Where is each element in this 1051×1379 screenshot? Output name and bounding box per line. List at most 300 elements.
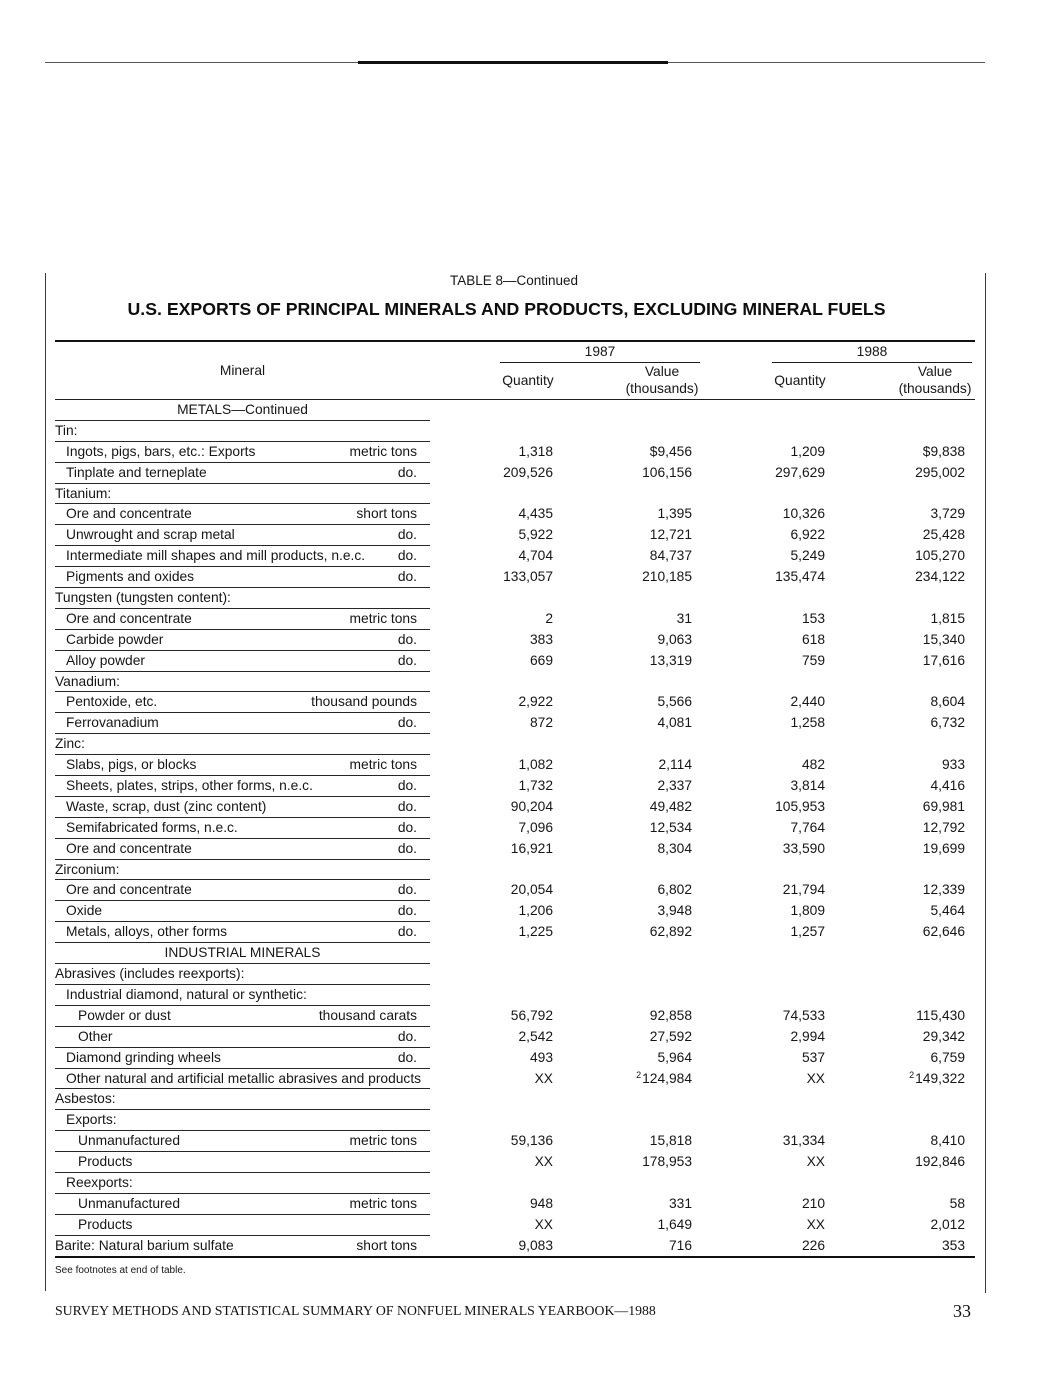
cell-value: 331 bbox=[668, 1195, 692, 1211]
cell-value: 5,249 bbox=[790, 548, 825, 564]
column-heading-mineral: Mineral bbox=[219, 363, 266, 378]
cell-value: 31,334 bbox=[782, 1133, 825, 1149]
value-heading-1988 bbox=[875, 364, 995, 397]
table-row bbox=[55, 525, 975, 546]
table-bottom-rule bbox=[55, 1256, 975, 1258]
value-1987-cell bbox=[657, 880, 692, 901]
quantity-1988-cell bbox=[807, 1215, 825, 1236]
row-stub bbox=[55, 1110, 430, 1131]
quantity-1988-cell bbox=[802, 1194, 825, 1215]
cell-value: 2,994 bbox=[790, 1028, 825, 1044]
row-stub bbox=[55, 630, 430, 651]
value-1988-cell bbox=[930, 776, 965, 797]
row-label: Pigments and oxides bbox=[66, 569, 195, 585]
group-row bbox=[55, 985, 975, 1006]
cell-value: 4,435 bbox=[518, 506, 553, 522]
cell-value: 153 bbox=[801, 610, 825, 626]
cell-value: 6,802 bbox=[657, 882, 692, 898]
cell-value: 1,815 bbox=[930, 610, 965, 626]
cell-value: 226 bbox=[801, 1237, 825, 1253]
row-label: Ore and concentrate bbox=[66, 506, 192, 522]
cell-value: 90,204 bbox=[510, 798, 553, 814]
value-1987-cell bbox=[677, 609, 692, 630]
cell-value: 716 bbox=[668, 1237, 692, 1253]
table-row bbox=[55, 818, 975, 839]
unit-label: metric tons bbox=[349, 610, 417, 626]
table-body bbox=[55, 400, 975, 1257]
cell-value: 69,981 bbox=[922, 798, 965, 814]
row-label: Diamond grinding wheels bbox=[66, 1049, 221, 1065]
table-row bbox=[55, 1194, 975, 1215]
cell-value: 25,428 bbox=[922, 527, 965, 543]
quantity-1987-cell bbox=[518, 922, 553, 943]
quantity-1988-cell bbox=[775, 797, 825, 818]
row-label: Slabs, pigs, or blocks bbox=[66, 757, 197, 773]
cell-value: XX bbox=[806, 1154, 825, 1170]
value-heading-1987 bbox=[602, 364, 722, 397]
quantity-1988-cell bbox=[783, 504, 825, 525]
row-label: Ingots, pigs, bars, etc.: Exports bbox=[66, 443, 256, 459]
section-heading: METALS—Continued bbox=[177, 402, 308, 417]
cell-value: 383 bbox=[529, 631, 553, 647]
group-heading: Titanium: bbox=[55, 485, 112, 501]
quantity-1987-cell bbox=[518, 525, 553, 546]
table-row bbox=[55, 1236, 975, 1257]
value-1987-cell bbox=[657, 504, 692, 525]
cell-value: 948 bbox=[529, 1195, 553, 1211]
group-heading: Vanadium: bbox=[55, 673, 120, 689]
cell-value: 9,083 bbox=[518, 1237, 553, 1253]
table-row bbox=[55, 755, 975, 776]
cell-value: 2,114 bbox=[658, 757, 692, 773]
cell-value: 1,395 bbox=[657, 506, 692, 522]
group-row bbox=[55, 484, 975, 505]
row-stub bbox=[55, 922, 430, 943]
unit-label: do. bbox=[397, 1049, 417, 1065]
value-1988-cell bbox=[930, 713, 965, 734]
value-1987-cell bbox=[642, 1152, 692, 1173]
cell-value: 84,737 bbox=[649, 548, 692, 564]
row-label: Oxide bbox=[66, 903, 103, 919]
section-row bbox=[55, 400, 975, 421]
cell-value: 5,964 bbox=[657, 1049, 692, 1065]
cell-value: XX bbox=[806, 1216, 825, 1232]
unit-label: do. bbox=[397, 924, 417, 940]
section-heading: INDUSTRIAL MINERALS bbox=[164, 945, 321, 961]
row-stub bbox=[55, 1194, 430, 1215]
cell-value: 62,892 bbox=[649, 924, 692, 940]
value-1988-cell bbox=[909, 1069, 965, 1091]
cell-value: $9,838 bbox=[922, 443, 965, 459]
unit-label: do. bbox=[397, 798, 417, 814]
unit-label: thousand pounds bbox=[311, 694, 417, 710]
value-1987-cell bbox=[657, 901, 692, 922]
unit-label: metric tons bbox=[349, 757, 417, 773]
group-row bbox=[55, 1110, 975, 1131]
value-heading-unit: (thousands) bbox=[625, 380, 699, 396]
value-1987-cell bbox=[657, 630, 692, 651]
table-row bbox=[55, 797, 975, 818]
cell-value: 669 bbox=[529, 652, 553, 668]
year-1987-spanner-rule bbox=[500, 362, 700, 363]
cell-value: 2,012 bbox=[930, 1216, 965, 1232]
cell-value: 58 bbox=[949, 1195, 965, 1211]
value-1988-cell bbox=[923, 525, 965, 546]
value-1988-cell bbox=[942, 755, 965, 776]
unit-label: do. bbox=[397, 882, 417, 898]
cell-value: 19,699 bbox=[922, 840, 965, 856]
value-1987-cell bbox=[657, 776, 692, 797]
row-stub bbox=[55, 1173, 430, 1194]
row-stub bbox=[55, 609, 430, 630]
cell-value: 124,984 bbox=[642, 1070, 692, 1086]
cell-value: 192,846 bbox=[915, 1154, 965, 1170]
row-stub bbox=[55, 1215, 430, 1236]
value-1988-cell bbox=[930, 1215, 965, 1236]
row-stub bbox=[55, 1027, 430, 1048]
quantity-1987-cell bbox=[511, 797, 553, 818]
table-row bbox=[55, 630, 975, 651]
cell-value: 15,818 bbox=[649, 1133, 692, 1149]
cell-value: 6,922 bbox=[790, 527, 825, 543]
quantity-1987-cell bbox=[511, 1006, 553, 1027]
table-row bbox=[55, 880, 975, 901]
table-row bbox=[55, 1048, 975, 1069]
row-stub bbox=[55, 1069, 430, 1090]
row-label: Unmanufactured bbox=[78, 1133, 181, 1149]
table-row bbox=[55, 1131, 975, 1152]
quantity-1988-cell bbox=[802, 651, 825, 672]
cell-value: 33,590 bbox=[782, 840, 825, 856]
value-1987-cell bbox=[650, 525, 692, 546]
row-stub bbox=[55, 839, 430, 860]
group-heading: Industrial diamond, natural or synthetic: bbox=[66, 986, 307, 1002]
value-1988-cell bbox=[915, 546, 965, 567]
cell-value: 2,337 bbox=[657, 778, 692, 794]
cell-value: 27,592 bbox=[649, 1028, 692, 1044]
cell-value: 10,326 bbox=[782, 506, 825, 522]
row-label: Carbide powder bbox=[66, 631, 164, 647]
cell-value: 135,474 bbox=[775, 569, 825, 585]
row-stub bbox=[55, 1006, 430, 1027]
row-stub bbox=[55, 943, 430, 964]
quantity-heading-1988: Quantity bbox=[774, 373, 826, 388]
unit-label: do. bbox=[397, 840, 417, 856]
group-row bbox=[55, 672, 975, 693]
cell-value: 6,759 bbox=[930, 1049, 965, 1065]
cell-value: 21,794 bbox=[782, 882, 825, 898]
group-row bbox=[55, 964, 975, 985]
cell-value: 56,792 bbox=[510, 1007, 553, 1023]
row-label: Products bbox=[78, 1154, 133, 1170]
cell-value: 15,340 bbox=[922, 631, 965, 647]
value-1987-cell bbox=[650, 651, 692, 672]
year-heading-1988: 1988 bbox=[856, 344, 888, 359]
unit-label: do. bbox=[397, 631, 417, 647]
quantity-1987-cell bbox=[530, 651, 553, 672]
footnote-reference: See footnotes at end of table. bbox=[55, 1265, 186, 1276]
unit-label: metric tons bbox=[349, 1195, 417, 1211]
quantity-1988-cell bbox=[802, 1048, 825, 1069]
cell-value: 1,206 bbox=[518, 903, 553, 919]
value-1987-cell bbox=[650, 1006, 692, 1027]
value-1987-cell bbox=[650, 797, 692, 818]
value-1988-cell bbox=[923, 442, 965, 463]
cell-value: 7,764 bbox=[790, 819, 825, 835]
table-row bbox=[55, 567, 975, 588]
value-1988-cell bbox=[916, 1006, 965, 1027]
group-heading: Zirconium: bbox=[55, 861, 120, 877]
page-number: 33 bbox=[953, 1301, 971, 1321]
value-1988-cell bbox=[923, 839, 965, 860]
group-heading: Tungsten (tungsten content): bbox=[55, 590, 231, 606]
quantity-1988-cell bbox=[790, 692, 825, 713]
row-stub bbox=[55, 901, 430, 922]
cell-value: 537 bbox=[801, 1049, 825, 1065]
cell-value: XX bbox=[806, 1070, 825, 1086]
cell-value: 1,809 bbox=[790, 903, 825, 919]
cell-value: 74,533 bbox=[782, 1007, 825, 1023]
table-row bbox=[55, 692, 975, 713]
row-label: Sheets, plates, strips, other forms, n.e.c. bbox=[66, 778, 313, 794]
row-stub bbox=[55, 1152, 430, 1173]
row-label: Alloy powder bbox=[66, 652, 145, 668]
running-footer: SURVEY METHODS AND STATISTICAL SUMMARY OF NONFUEL MINERALS YEARBOOK—1988 bbox=[55, 1303, 656, 1318]
quantity-1988-cell bbox=[807, 1069, 825, 1090]
value-1988-cell bbox=[923, 880, 965, 901]
cell-value: 234,122 bbox=[915, 569, 965, 585]
row-label: Powder or dust bbox=[78, 1007, 171, 1023]
value-1987-cell bbox=[657, 839, 692, 860]
value-1988-cell bbox=[942, 1236, 965, 1257]
quantity-1988-cell bbox=[783, 1006, 825, 1027]
cell-value: 1,732 bbox=[518, 778, 553, 794]
cell-value: 5,566 bbox=[657, 694, 692, 710]
cell-value: 210 bbox=[801, 1195, 825, 1211]
row-label: Metals, alloys, other forms bbox=[66, 924, 228, 940]
unit-label: metric tons bbox=[349, 443, 417, 459]
quantity-1988-cell bbox=[802, 630, 825, 651]
value-1988-cell bbox=[930, 504, 965, 525]
row-label: Products bbox=[78, 1216, 133, 1232]
value-1988-cell bbox=[923, 818, 965, 839]
cell-value: 62,646 bbox=[922, 924, 965, 940]
unit-label: do. bbox=[397, 903, 417, 919]
value-1988-cell bbox=[923, 1027, 965, 1048]
value-1987-cell bbox=[642, 567, 692, 588]
table-row bbox=[55, 609, 975, 630]
row-stub bbox=[55, 525, 430, 546]
quantity-1987-cell bbox=[530, 1194, 553, 1215]
group-row bbox=[55, 1173, 975, 1194]
quantity-1987-cell bbox=[518, 776, 553, 797]
quantity-1988-cell bbox=[775, 463, 825, 484]
row-stub bbox=[55, 755, 430, 776]
value-1988-cell bbox=[930, 1048, 965, 1069]
unit-label: do. bbox=[397, 819, 417, 835]
value-1988-cell bbox=[930, 901, 965, 922]
quantity-1987-cell bbox=[518, 901, 553, 922]
unit-label: do. bbox=[397, 548, 417, 564]
unit-label: thousand carats bbox=[318, 1007, 417, 1023]
table-row bbox=[55, 1069, 975, 1090]
quantity-1988-cell bbox=[807, 1152, 825, 1173]
quantity-1988-cell bbox=[790, 546, 825, 567]
table-row bbox=[55, 1006, 975, 1027]
row-stub bbox=[55, 421, 430, 442]
unit-label: metric tons bbox=[349, 1133, 417, 1149]
quantity-heading-1987: Quantity bbox=[502, 373, 554, 388]
quantity-1987-cell bbox=[530, 630, 553, 651]
quantity-1988-cell bbox=[790, 442, 825, 463]
quantity-1988-cell bbox=[790, 776, 825, 797]
row-stub bbox=[55, 797, 430, 818]
quantity-1987-cell bbox=[511, 839, 553, 860]
cell-value: 12,792 bbox=[922, 819, 965, 835]
cell-value: 12,721 bbox=[649, 527, 692, 543]
value-1988-cell bbox=[930, 609, 965, 630]
cell-value: 2,542 bbox=[518, 1028, 553, 1044]
group-row bbox=[55, 421, 975, 442]
unit-label: do. bbox=[397, 1028, 417, 1044]
value-heading-unit: (thousands) bbox=[898, 380, 972, 396]
group-heading: Reexports: bbox=[66, 1174, 133, 1190]
cell-value: 2,922 bbox=[518, 694, 553, 710]
value-1988-cell bbox=[915, 567, 965, 588]
table-row bbox=[55, 442, 975, 463]
row-label: Unmanufactured bbox=[78, 1195, 181, 1211]
table-title: U.S. EXPORTS OF PRINCIPAL MINERALS AND PRODUCTS, EXCLUDING MINERAL FUELS bbox=[127, 299, 886, 319]
quantity-1987-cell bbox=[511, 1131, 553, 1152]
group-heading: Zinc: bbox=[55, 736, 85, 752]
table-row bbox=[55, 713, 975, 734]
cell-value: 759 bbox=[801, 652, 825, 668]
cell-value: 5,922 bbox=[518, 527, 553, 543]
cell-value: 3,948 bbox=[657, 903, 692, 919]
value-1987-cell bbox=[650, 1131, 692, 1152]
footnote-marker: 2 bbox=[636, 1069, 642, 1080]
row-label: Ore and concentrate bbox=[66, 840, 192, 856]
cell-value: 295,002 bbox=[915, 464, 965, 480]
left-border-rule bbox=[45, 273, 46, 1291]
cell-value: 7,096 bbox=[518, 819, 553, 835]
value-1987-cell bbox=[642, 463, 692, 484]
table-row bbox=[55, 1027, 975, 1048]
unit-label: do. bbox=[397, 652, 417, 668]
group-heading: Tin: bbox=[55, 422, 78, 438]
cell-value: 8,304 bbox=[657, 840, 692, 856]
row-label: Other natural and artificial metallic abrasives and products bbox=[66, 1070, 422, 1086]
quantity-1988-cell bbox=[775, 567, 825, 588]
quantity-1988-cell bbox=[790, 1027, 825, 1048]
cell-value: 8,410 bbox=[930, 1133, 965, 1149]
value-1987-cell bbox=[657, 692, 692, 713]
page-top-accent-bar bbox=[358, 61, 668, 64]
cell-value: 297,629 bbox=[775, 464, 825, 480]
unit-label: do. bbox=[397, 569, 417, 585]
group-heading: Asbestos: bbox=[55, 1091, 116, 1107]
quantity-1988-cell bbox=[790, 901, 825, 922]
group-heading: Abrasives (includes reexports): bbox=[55, 966, 245, 982]
quantity-1987-cell bbox=[535, 1152, 553, 1173]
cell-value: 13,319 bbox=[649, 652, 692, 668]
group-row bbox=[55, 860, 975, 881]
quantity-1988-cell bbox=[790, 525, 825, 546]
row-stub bbox=[55, 1131, 430, 1152]
row-stub bbox=[55, 546, 430, 567]
quantity-1988-cell bbox=[783, 1131, 825, 1152]
quantity-1988-cell bbox=[802, 1236, 825, 1257]
year-heading-1987: 1987 bbox=[584, 344, 616, 359]
row-label: Barite: Natural barium sulfate bbox=[55, 1237, 234, 1253]
row-stub bbox=[55, 692, 430, 713]
cell-value: 872 bbox=[529, 715, 553, 731]
cell-value: 209,526 bbox=[503, 464, 553, 480]
row-stub bbox=[55, 1236, 430, 1257]
quantity-1987-cell bbox=[503, 463, 553, 484]
cell-value: 29,342 bbox=[922, 1028, 965, 1044]
value-1987-cell bbox=[657, 713, 692, 734]
cell-value: 178,953 bbox=[642, 1154, 692, 1170]
quantity-1987-cell bbox=[518, 818, 553, 839]
unit-label: do. bbox=[397, 715, 417, 731]
row-label: Ore and concentrate bbox=[66, 882, 192, 898]
unit-label: do. bbox=[397, 464, 417, 480]
row-label: Semifabricated forms, n.e.c. bbox=[66, 819, 238, 835]
row-stub bbox=[55, 400, 430, 421]
cell-value: XX bbox=[534, 1216, 553, 1232]
cell-value: 5,464 bbox=[930, 903, 965, 919]
table-row bbox=[55, 901, 975, 922]
value-heading-label: Value bbox=[644, 364, 680, 379]
row-stub bbox=[55, 588, 430, 609]
quantity-1987-cell bbox=[518, 1236, 553, 1257]
cell-value: 115,430 bbox=[916, 1007, 965, 1023]
cell-value: 4,081 bbox=[657, 715, 692, 731]
cell-value: 31 bbox=[676, 610, 692, 626]
row-stub bbox=[55, 880, 430, 901]
unit-label: short tons bbox=[356, 1237, 417, 1253]
row-label: Tinplate and terneplate bbox=[66, 464, 207, 480]
row-label: Other bbox=[78, 1028, 113, 1044]
value-1987-cell bbox=[650, 818, 692, 839]
row-stub bbox=[55, 1048, 430, 1069]
table-row bbox=[55, 546, 975, 567]
quantity-1988-cell bbox=[802, 609, 825, 630]
cell-value: 16,921 bbox=[510, 840, 553, 856]
cell-value: 2,440 bbox=[790, 694, 825, 710]
cell-value: 493 bbox=[529, 1049, 553, 1065]
cell-value: 1,257 bbox=[790, 924, 825, 940]
cell-value: 2 bbox=[545, 610, 553, 626]
row-label: Ore and concentrate bbox=[66, 610, 192, 626]
row-stub bbox=[55, 504, 430, 525]
cell-value: 4,416 bbox=[930, 778, 965, 794]
table-row bbox=[55, 1215, 975, 1236]
row-stub bbox=[55, 985, 430, 1006]
value-1987-cell bbox=[669, 1236, 692, 1257]
cell-value: 6,732 bbox=[930, 715, 965, 731]
table-number-label: TABLE 8—Continued bbox=[449, 273, 579, 288]
cell-value: 3,729 bbox=[930, 506, 965, 522]
cell-value: 210,185 bbox=[642, 569, 692, 585]
footnote-marker: 2 bbox=[909, 1069, 915, 1080]
row-label: Pentoxide, etc. bbox=[66, 694, 158, 710]
row-label: Waste, scrap, dust (zinc content) bbox=[66, 798, 267, 814]
cell-value: 92,858 bbox=[649, 1007, 692, 1023]
cell-value: 1,082 bbox=[518, 757, 553, 773]
quantity-1988-cell bbox=[790, 922, 825, 943]
